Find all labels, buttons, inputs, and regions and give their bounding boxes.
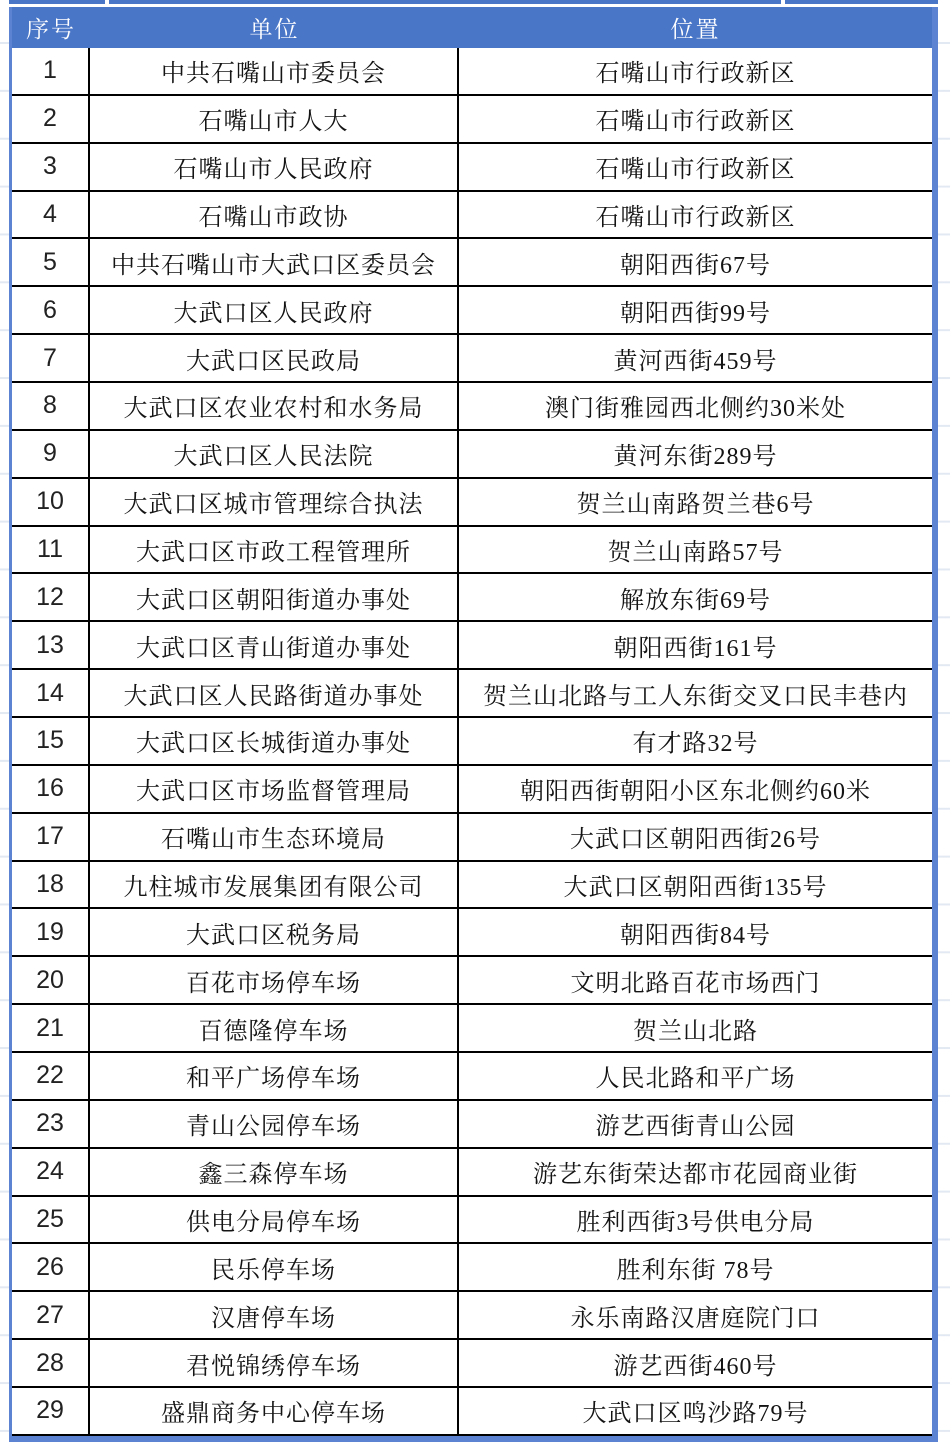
cell-unit[interactable]: 大武口区税务局 bbox=[90, 909, 459, 955]
cell-serial[interactable]: 3 bbox=[12, 144, 90, 190]
cell-location[interactable]: 大武口区鸣沙路79号 bbox=[582, 1401, 809, 1428]
cell-location[interactable]: 游艺东街荣达都市花园商业街 bbox=[533, 1162, 858, 1189]
cell-unit[interactable]: 君悦锦绣停车场 bbox=[90, 1340, 459, 1386]
cell-location[interactable]: 贺兰山北路 bbox=[633, 1018, 758, 1045]
table-header-row bbox=[12, 7, 932, 48]
cell-location[interactable]: 石嘴山市行政新区 bbox=[595, 61, 796, 88]
cell-serial[interactable]: 11 bbox=[12, 527, 90, 573]
cell-unit[interactable]: 大武口区农业农村和水务局 bbox=[90, 383, 459, 429]
cell-serial[interactable]: 16 bbox=[12, 766, 90, 812]
table-row bbox=[12, 574, 932, 622]
cell-location[interactable]: 贺兰山南路贺兰巷6号 bbox=[576, 492, 815, 519]
cell-serial[interactable]: 25 bbox=[12, 1197, 90, 1243]
cell-location[interactable]: 黄河东街289号 bbox=[613, 444, 778, 471]
cell-serial[interactable]: 23 bbox=[12, 1101, 90, 1147]
table-row bbox=[12, 718, 932, 766]
cell-location[interactable]: 石嘴山市行政新区 bbox=[595, 157, 796, 184]
table-row bbox=[12, 1388, 932, 1436]
cell-unit[interactable]: 盛鼎商务中心停车场 bbox=[90, 1388, 459, 1434]
cell-unit[interactable]: 百德隆停车场 bbox=[90, 1005, 459, 1051]
cell-serial[interactable]: 12 bbox=[12, 574, 90, 620]
cell-location[interactable]: 贺兰山北路与工人东街交叉口民丰巷内 bbox=[483, 683, 908, 710]
cell-unit[interactable]: 供电分局停车场 bbox=[90, 1197, 459, 1243]
cell-serial[interactable]: 18 bbox=[12, 862, 90, 908]
table-row bbox=[12, 1005, 932, 1053]
cell-serial[interactable]: 1 bbox=[12, 48, 90, 94]
cell-location[interactable]: 朝阳西街84号 bbox=[620, 922, 771, 949]
cell-unit[interactable]: 中共石嘴山市委员会 bbox=[90, 48, 459, 94]
cell-serial[interactable]: 21 bbox=[12, 1005, 90, 1051]
cell-unit[interactable]: 民乐停车场 bbox=[90, 1244, 459, 1290]
cell-unit[interactable]: 大武口区人民法院 bbox=[90, 431, 459, 477]
cell-unit[interactable]: 大武口区人民政府 bbox=[90, 287, 459, 333]
cell-location[interactable]: 朝阳西街161号 bbox=[613, 635, 778, 662]
table-row bbox=[12, 909, 932, 957]
table-row bbox=[12, 431, 932, 479]
table-row bbox=[12, 239, 932, 287]
table-row bbox=[12, 1340, 932, 1388]
table-row bbox=[12, 622, 932, 670]
cell-unit[interactable]: 鑫三森停车场 bbox=[90, 1149, 459, 1195]
cell-unit[interactable]: 九柱城市发展集团有限公司 bbox=[90, 862, 459, 908]
table-row bbox=[12, 144, 932, 192]
cell-serial[interactable]: 4 bbox=[12, 192, 90, 238]
cell-serial[interactable]: 19 bbox=[12, 909, 90, 955]
cell-serial[interactable]: 22 bbox=[12, 1053, 90, 1099]
table-row bbox=[12, 1053, 932, 1101]
cell-unit[interactable]: 大武口区朝阳街道办事处 bbox=[90, 574, 459, 620]
cell-location[interactable]: 有才路32号 bbox=[632, 731, 759, 758]
cell-unit[interactable]: 石嘴山市人大 bbox=[90, 96, 459, 142]
cutoff-row-above bbox=[9, 0, 938, 4]
cell-location[interactable]: 游艺西街460号 bbox=[613, 1353, 778, 1380]
cell-location[interactable]: 文明北路百花市场西门 bbox=[570, 970, 821, 997]
cell-serial[interactable]: 6 bbox=[12, 287, 90, 333]
cell-location[interactable]: 黄河西街459号 bbox=[613, 348, 778, 375]
cell-serial[interactable]: 17 bbox=[12, 814, 90, 860]
table-row bbox=[12, 814, 932, 862]
cell-location[interactable]: 朝阳西街朝阳小区东北侧约60米 bbox=[520, 779, 871, 806]
cell-unit[interactable]: 石嘴山市生态环境局 bbox=[90, 814, 459, 860]
table-row bbox=[12, 479, 932, 527]
table-row bbox=[12, 957, 932, 1005]
units-location-table bbox=[9, 7, 938, 1442]
table-row bbox=[12, 670, 932, 718]
cell-location[interactable]: 澳门街雅园西北侧约30米处 bbox=[545, 396, 846, 423]
cell-unit[interactable]: 汉唐停车场 bbox=[90, 1292, 459, 1338]
gridline-notch bbox=[105, 0, 109, 4]
cell-serial[interactable]: 20 bbox=[12, 957, 90, 1003]
cell-serial[interactable]: 28 bbox=[12, 1340, 90, 1386]
cell-unit[interactable]: 和平广场停车场 bbox=[90, 1053, 459, 1099]
cell-unit[interactable]: 百花市场停车场 bbox=[90, 957, 459, 1003]
cell-unit[interactable]: 大武口区人民路街道办事处 bbox=[90, 670, 459, 716]
table-row bbox=[12, 527, 932, 575]
cell-unit[interactable]: 青山公园停车场 bbox=[90, 1101, 459, 1147]
table-row bbox=[12, 1244, 932, 1292]
table-row bbox=[12, 1149, 932, 1197]
table-row bbox=[12, 766, 932, 814]
cell-location[interactable]: 大武口区朝阳西街135号 bbox=[563, 875, 828, 902]
cell-unit[interactable]: 中共石嘴山市大武口区委员会 bbox=[90, 239, 459, 285]
table-row bbox=[12, 48, 932, 96]
cell-location[interactable]: 永乐南路汉唐庭院门口 bbox=[570, 1305, 821, 1332]
spreadsheet-gridlines-left bbox=[0, 0, 9, 1442]
table-row bbox=[12, 192, 932, 240]
cell-serial[interactable]: 24 bbox=[12, 1149, 90, 1195]
cell-serial[interactable]: 7 bbox=[12, 335, 90, 381]
cell-unit[interactable]: 大武口区市政工程管理所 bbox=[90, 527, 459, 573]
table-row bbox=[12, 287, 932, 335]
table-row bbox=[12, 383, 932, 431]
spreadsheet-gridlines-right bbox=[938, 0, 950, 1442]
cell-location[interactable]: 朝阳西街99号 bbox=[620, 300, 771, 327]
cell-location[interactable]: 胜利西街3号供电分局 bbox=[576, 1210, 815, 1237]
cell-location[interactable]: 石嘴山市行政新区 bbox=[595, 205, 796, 231]
cell-location[interactable]: 解放东街69号 bbox=[620, 587, 771, 614]
cell-serial[interactable]: 5 bbox=[12, 239, 90, 285]
gridline-notch bbox=[781, 0, 785, 4]
cell-serial[interactable]: 27 bbox=[12, 1292, 90, 1338]
cell-unit[interactable]: 大武口区民政局 bbox=[90, 335, 459, 381]
table-row bbox=[12, 1197, 932, 1245]
cell-location[interactable]: 朝阳西街67号 bbox=[620, 252, 771, 279]
cell-location[interactable]: 人民北路和平广场 bbox=[595, 1066, 796, 1093]
cell-location[interactable]: 游艺西街青山公园 bbox=[595, 1114, 796, 1141]
cell-location[interactable]: 贺兰山南路57号 bbox=[607, 540, 784, 567]
cell-serial[interactable]: 8 bbox=[12, 383, 90, 429]
cell-serial[interactable]: 2 bbox=[12, 96, 90, 142]
table-row bbox=[12, 335, 932, 383]
cell-serial[interactable]: 13 bbox=[12, 622, 90, 668]
cell-unit[interactable]: 大武口区长城街道办事处 bbox=[90, 718, 459, 764]
cell-location[interactable]: 石嘴山市行政新区 bbox=[595, 109, 796, 136]
header-serial[interactable]: 序号 bbox=[26, 16, 76, 42]
cell-unit[interactable]: 大武口区市场监督管理局 bbox=[90, 766, 459, 812]
cell-serial[interactable]: 15 bbox=[12, 718, 90, 764]
cell-unit[interactable]: 石嘴山市人民政府 bbox=[90, 144, 459, 190]
table-row bbox=[12, 96, 932, 144]
cell-location[interactable]: 大武口区朝阳西街26号 bbox=[570, 827, 821, 854]
cell-unit[interactable]: 石嘴山市政协 bbox=[90, 192, 459, 238]
table-body bbox=[12, 48, 932, 1436]
cell-location[interactable]: 胜利东街 78号 bbox=[616, 1257, 775, 1284]
table-row bbox=[12, 1292, 932, 1340]
cell-serial[interactable]: 29 bbox=[12, 1388, 90, 1434]
cell-serial[interactable]: 26 bbox=[12, 1244, 90, 1290]
table-row bbox=[12, 862, 932, 910]
cell-serial[interactable]: 10 bbox=[12, 479, 90, 525]
header-unit[interactable]: 单位 bbox=[249, 16, 300, 42]
cell-unit[interactable]: 大武口区青山街道办事处 bbox=[90, 622, 459, 668]
cell-serial[interactable]: 14 bbox=[12, 670, 90, 716]
cell-serial[interactable]: 9 bbox=[12, 431, 90, 477]
header-location[interactable]: 位置 bbox=[670, 16, 721, 42]
cell-unit[interactable]: 大武口区城市管理综合执法 bbox=[90, 479, 459, 525]
table-row bbox=[12, 1101, 932, 1149]
